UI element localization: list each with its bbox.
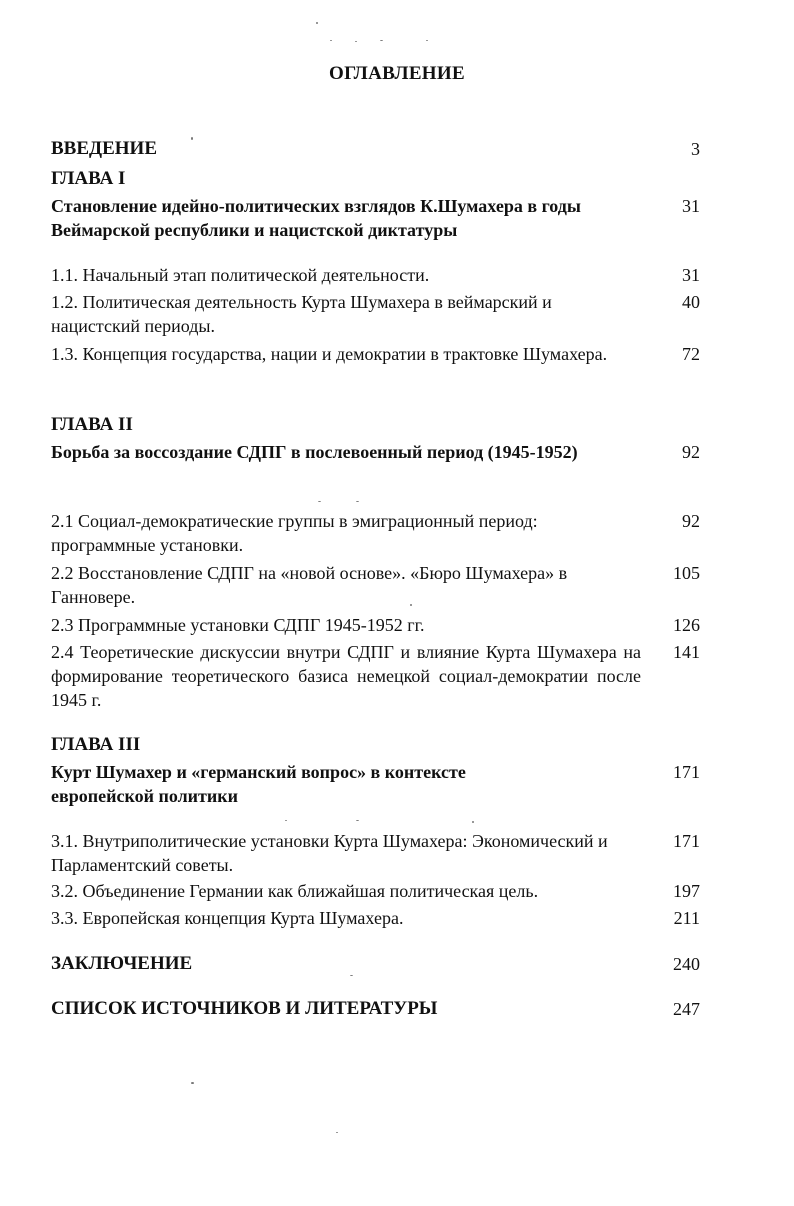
scan-speck (356, 820, 359, 821)
toc-entry-page: 171 (673, 831, 700, 851)
scan-speck (472, 821, 474, 823)
toc-entry-page: 72 (682, 344, 700, 364)
scan-speck (426, 40, 428, 41)
scan-speck (380, 40, 383, 41)
toc-entry-text: Борьба за воссоздание СДПГ в послевоенный период (1945-1952) (51, 442, 578, 462)
toc-entry-text: ЗАКЛЮЧЕНИЕ (51, 953, 193, 974)
toc-entry-page: 3 (691, 139, 700, 159)
toc-entry-page: 31 (682, 196, 700, 216)
toc-entry-text: 1.1. Начальный этап политической деятельности. (51, 265, 430, 285)
toc-entry-text: Курт Шумахер и «германский вопрос» в контексте европейской политики (51, 762, 466, 806)
toc-entry-text: ВВЕДЕНИЕ (51, 138, 157, 159)
scan-speck (410, 604, 412, 606)
toc-entry-text: ГЛАВА II (51, 414, 133, 435)
toc-entry-page: 40 (682, 292, 700, 312)
toc-entry-page: 126 (673, 615, 700, 635)
toc-entry-page: 92 (682, 442, 700, 462)
toc-entry-page: 197 (673, 881, 700, 901)
toc-entry-page: 240 (673, 954, 700, 974)
scan-speck (318, 501, 321, 502)
scan-speck (356, 501, 359, 502)
toc-entry-page: 31 (682, 265, 700, 285)
toc-entry-page: 171 (673, 762, 700, 782)
scan-speck (355, 41, 357, 42)
scan-speck (350, 975, 353, 976)
toc-entry-text: СПИСОК ИСТОЧНИКОВ И ЛИТЕРАТУРЫ (51, 998, 438, 1019)
scan-speck (316, 22, 318, 24)
scan-speck (285, 820, 287, 821)
toc-entry-page: 105 (673, 563, 700, 583)
toc-entry-page: 211 (673, 908, 700, 928)
scan-speck (191, 1082, 194, 1084)
toc-entry-text: 3.3. Европейская концепция Курта Шумахера. (51, 908, 404, 928)
toc-entry-text: 3.1. Внутриполитические установки Курта Шумахера: Экономический и Парламентский советы. (51, 831, 608, 875)
scan-speck (336, 1132, 338, 1133)
toc-entry-text: 2.2 Восстановление СДПГ на «новой основе». «Бюро Шумахера» в Ганновере. (51, 563, 568, 607)
toc-title: ОГЛАВЛЕНИЕ (329, 63, 465, 84)
toc-entry-text: ГЛАВА I (51, 168, 126, 189)
toc-entry-page: 92 (682, 511, 700, 531)
toc-entry-page: 141 (673, 642, 700, 662)
scan-speck (330, 40, 332, 41)
scan-speck (191, 137, 193, 140)
toc-entry-text: 2.3 Программные установки СДПГ 1945-1952 гг. (51, 615, 425, 635)
toc-entry-text: 3.2. Объединение Германии как ближайшая политическая цель. (51, 881, 539, 901)
toc-entry-text: 2.1 Социал-демократические группы в эмиграционный период: программные установки. (51, 511, 538, 555)
toc-entry-text: 2.4 Теоретические дискуссии внутри СДПГ и влияние Курта Шумахера на формирование теоретического базиса немецкой социал-демократии после 1945 г. (51, 642, 641, 710)
toc-entry-page: 247 (673, 999, 700, 1019)
toc-entry-text: 1.2. Политическая деятельность Курта Шумахера в веймарский и нацистский периоды. (51, 292, 552, 336)
toc-entry-text: 1.3. Концепция государства, нации и демократии в трактовке Шумахера. (51, 344, 608, 364)
toc-entry-text: Становление идейно-политических взглядов К.Шумахера в годы Веймарской республики и нацистской диктатуры (51, 196, 581, 240)
toc-entry-text: ГЛАВА III (51, 734, 141, 755)
